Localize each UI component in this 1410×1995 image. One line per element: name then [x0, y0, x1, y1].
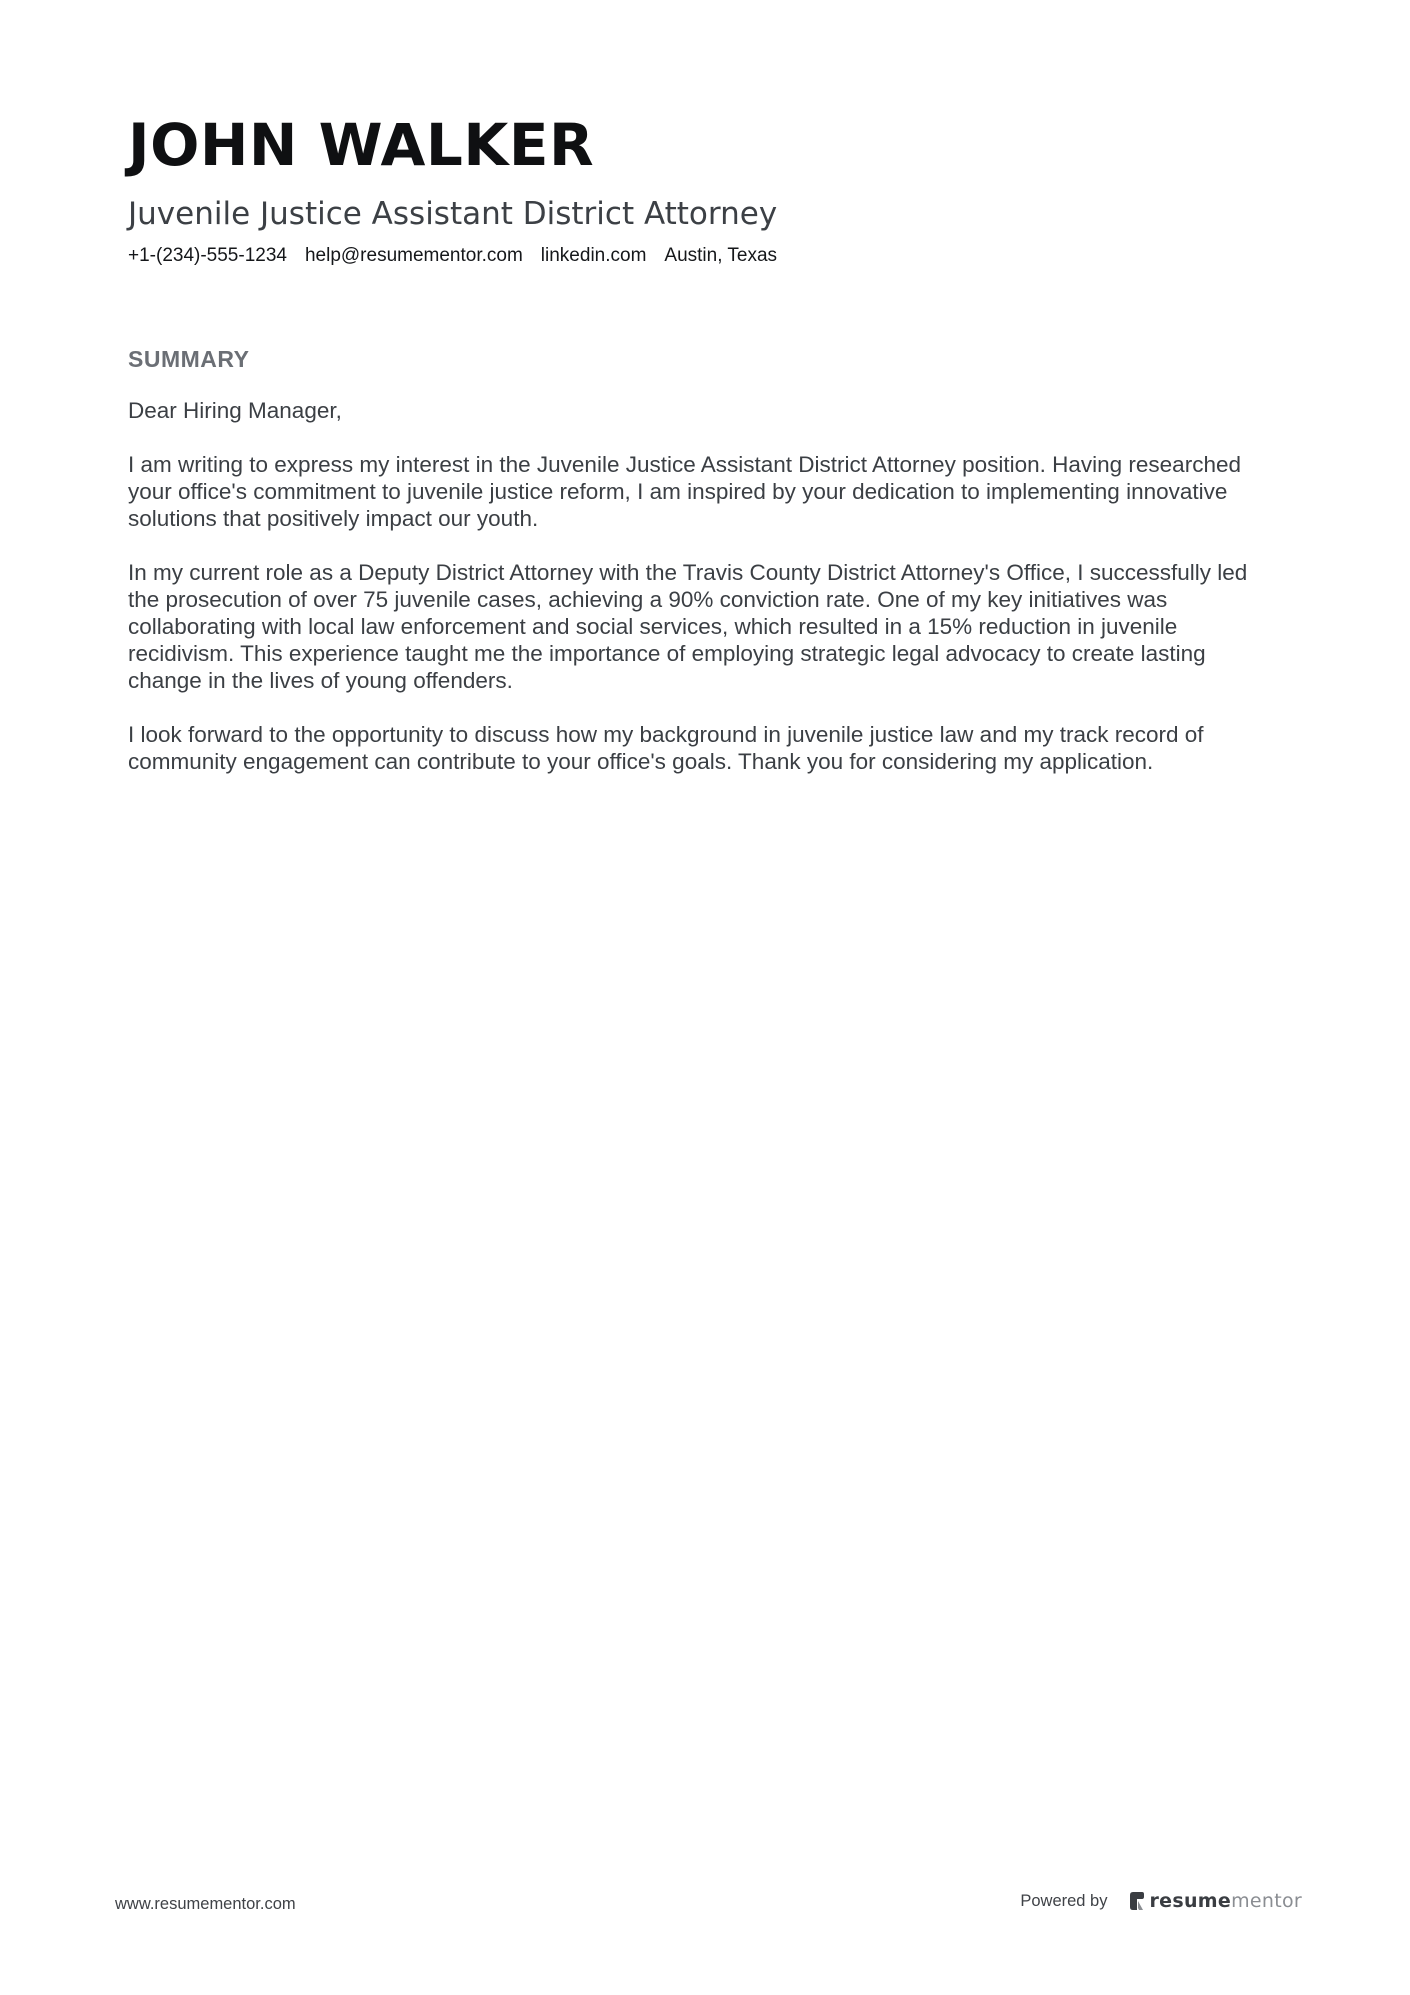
contact-location: Austin, Texas	[664, 245, 778, 266]
paragraph-2: In my current role as a Deputy District Attorney with the Travis County District Attorney's Office, I successfully led the prosecution of over 75 juvenile cases, achieving a 90% conviction rate. One of my key initiatives was collaborating with local law enforcement and social services, which resulted in a 15% reduction in juvenile recidivism. This experience taught me the importance of employing strategic legal advocacy to create lasting change in the lives of young offenders.	[128, 560, 1248, 693]
footer-branding	[1020, 1890, 1302, 1912]
brand-wordmark	[1149, 1890, 1302, 1912]
brand-logo	[1129, 1890, 1302, 1912]
brand-wordmark-part2: mentor	[1231, 1890, 1302, 1912]
footer-website: www.resumementor.com	[115, 1895, 296, 1913]
paragraph-3: I look forward to the opportunity to discuss how my background in juvenile justice law and my track record of community engagement can contribute to your office's goals. Thank you for considering my application.	[128, 722, 1204, 774]
resumementor-logo-icon	[1129, 1891, 1145, 1911]
summary-heading: SUMMARY	[128, 346, 250, 372]
contact-phone: +1-(234)-555-1234	[128, 245, 287, 266]
contact-info	[128, 244, 1278, 268]
paragraph-1: I am writing to express my interest in the Juvenile Justice Assistant District Attorney position. Having researched your office's commitment to juvenile justice reform, I am inspired by your dedication to implementing innovative solutions that positively impact our youth.	[128, 452, 1241, 531]
contact-email: help@resumementor.com	[304, 245, 523, 266]
summary-section	[128, 345, 1278, 802]
contact-linkedin: linkedin.com	[540, 245, 647, 266]
job-title: Juvenile Justice Assistant District Attorney	[128, 196, 778, 232]
brand-wordmark-part1: resume	[1149, 1890, 1232, 1912]
greeting: Dear Hiring Manager,	[128, 398, 342, 423]
candidate-name: JOHN WALKER	[128, 111, 595, 179]
powered-by-label: Powered by	[1020, 1891, 1108, 1910]
header	[128, 112, 1278, 268]
